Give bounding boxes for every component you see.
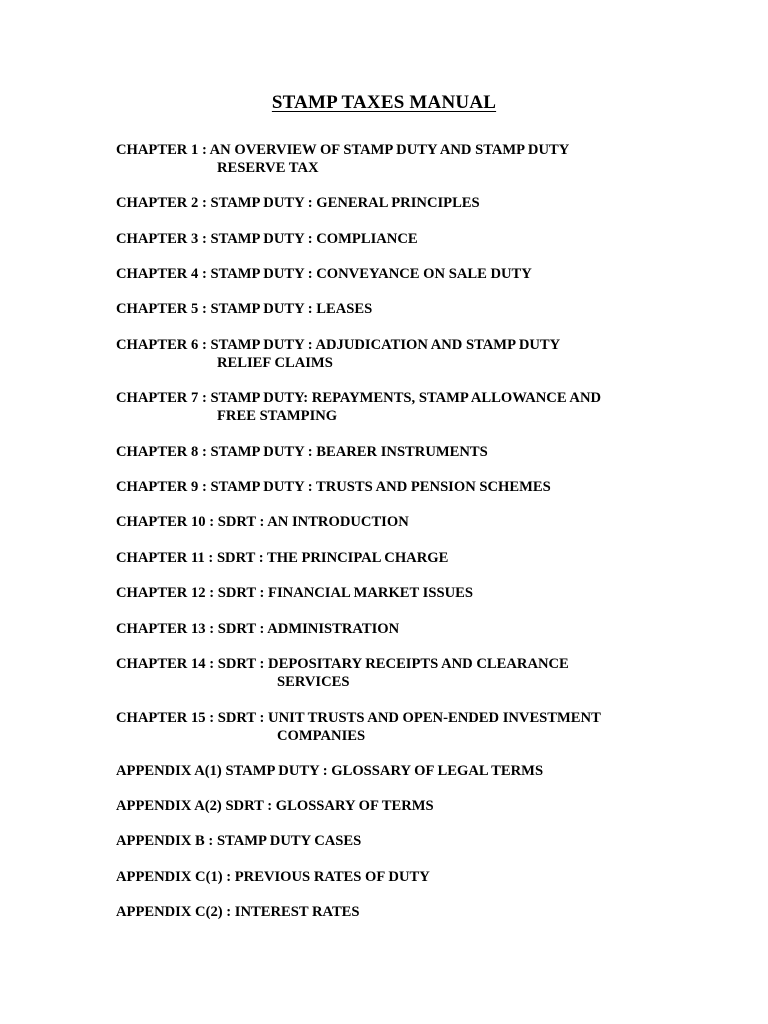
toc-entry-continuation: RESERVE TAX bbox=[217, 160, 319, 176]
toc-entry-text: CHAPTER 5 : STAMP DUTY : LEASES bbox=[116, 301, 373, 317]
toc-entry-chapter-6 bbox=[116, 336, 736, 372]
toc-entry-text: CHAPTER 14 : SDRT : DEPOSITARY RECEIPTS AND CLEARANCE bbox=[116, 656, 569, 672]
toc-entry-text: CHAPTER 12 : SDRT : FINANCIAL MARKET ISSUES bbox=[116, 585, 473, 601]
toc-entry-text: CHAPTER 15 : SDRT : UNIT TRUSTS AND OPEN-ENDED INVESTMENT bbox=[116, 710, 601, 726]
toc-entry-chapter-11 bbox=[116, 549, 736, 567]
toc-entry-text: CHAPTER 3 : STAMP DUTY : COMPLIANCE bbox=[116, 231, 418, 247]
toc-entry-chapter-13 bbox=[116, 620, 736, 638]
toc-entry-text: CHAPTER 7 : STAMP DUTY: REPAYMENTS, STAMP ALLOWANCE AND bbox=[116, 390, 602, 406]
toc-entry-text: APPENDIX B : STAMP DUTY CASES bbox=[116, 833, 362, 849]
toc-entry-appendix-a1 bbox=[116, 762, 736, 780]
toc-entry-text: CHAPTER 9 : STAMP DUTY : TRUSTS AND PENSION SCHEMES bbox=[116, 479, 551, 495]
toc-entry-continuation: FREE STAMPING bbox=[217, 408, 338, 424]
toc-entry-chapter-14 bbox=[116, 655, 736, 691]
toc-entry-text: CHAPTER 11 : SDRT : THE PRINCIPAL CHARGE bbox=[116, 550, 449, 566]
toc-entry-text: CHAPTER 13 : SDRT : ADMINISTRATION bbox=[116, 621, 400, 637]
toc-entry-chapter-3 bbox=[116, 230, 736, 248]
toc-entry-text: CHAPTER 6 : STAMP DUTY : ADJUDICATION AND STAMP DUTY bbox=[116, 337, 561, 353]
document-title: STAMP TAXES MANUAL bbox=[271, 92, 497, 113]
toc-entry-continuation: COMPANIES bbox=[277, 728, 366, 744]
toc-entry-text: CHAPTER 2 : STAMP DUTY : GENERAL PRINCIPLES bbox=[116, 195, 480, 211]
toc-entry-appendix-a2 bbox=[116, 797, 736, 815]
toc-entry-chapter-12 bbox=[116, 584, 736, 602]
table-of-contents bbox=[116, 141, 736, 920]
toc-entry-text: CHAPTER 4 : STAMP DUTY : CONVEYANCE ON SALE DUTY bbox=[116, 266, 532, 282]
toc-entry-chapter-9 bbox=[116, 478, 736, 496]
toc-entry-chapter-8 bbox=[116, 443, 736, 461]
toc-entry-chapter-15 bbox=[116, 709, 736, 745]
toc-entry-chapter-2 bbox=[116, 194, 736, 212]
toc-entry-text: CHAPTER 1 : AN OVERVIEW OF STAMP DUTY AND STAMP DUTY bbox=[116, 142, 570, 158]
toc-entry-chapter-5 bbox=[116, 300, 736, 318]
toc-entry-text: CHAPTER 8 : STAMP DUTY : BEARER INSTRUMENTS bbox=[116, 444, 488, 460]
toc-entry-continuation: RELIEF CLAIMS bbox=[217, 355, 333, 371]
toc-entry-text: CHAPTER 10 : SDRT : AN INTRODUCTION bbox=[116, 514, 409, 530]
toc-entry-chapter-4 bbox=[116, 265, 736, 283]
toc-entry-text: APPENDIX C(2) : INTEREST RATES bbox=[116, 904, 360, 920]
toc-entry-appendix-b bbox=[116, 832, 736, 850]
toc-entry-chapter-10 bbox=[116, 513, 736, 531]
toc-entry-text: APPENDIX C(1) : PREVIOUS RATES OF DUTY bbox=[116, 869, 430, 885]
toc-entry-appendix-c2 bbox=[116, 903, 736, 921]
toc-entry-chapter-1 bbox=[116, 141, 736, 177]
toc-entry-text: APPENDIX A(2) SDRT : GLOSSARY OF TERMS bbox=[116, 798, 434, 814]
toc-entry-continuation: SERVICES bbox=[277, 674, 350, 690]
toc-entry-chapter-7 bbox=[116, 389, 736, 425]
toc-entry-appendix-c1 bbox=[116, 868, 736, 886]
toc-entry-text: APPENDIX A(1) STAMP DUTY : GLOSSARY OF LEGAL TERMS bbox=[116, 763, 544, 779]
